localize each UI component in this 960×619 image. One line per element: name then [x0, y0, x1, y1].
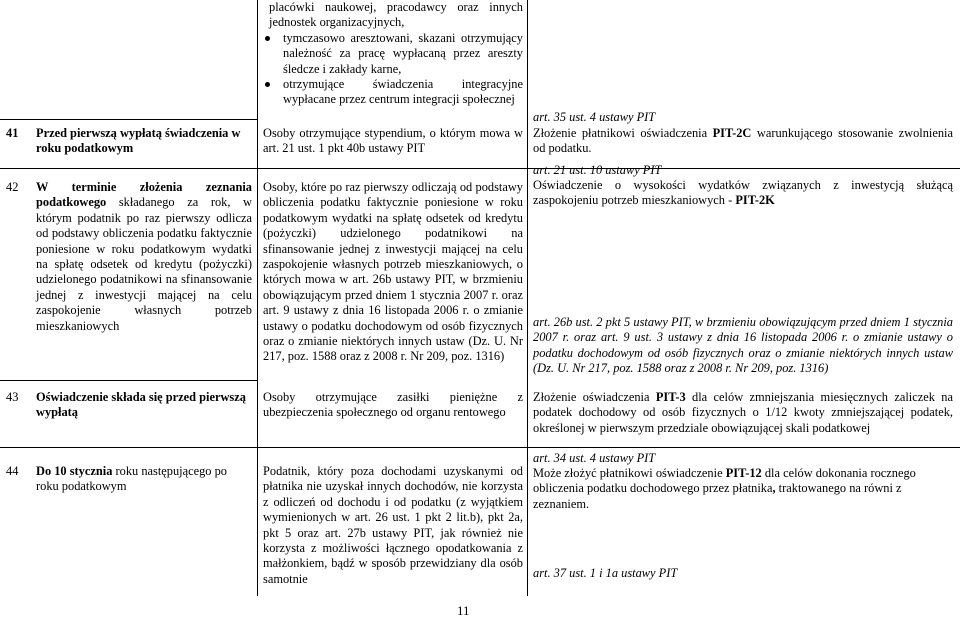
term-bold: W terminie złożenia zeznania podatkowego: [36, 180, 252, 210]
action-text: traktowanego na równi z zeznaniem.: [533, 481, 902, 511]
row-action: [533, 178, 953, 209]
row-number: 42: [6, 180, 19, 194]
form-code: PIT-2C: [712, 126, 752, 140]
bullet-icon: [265, 82, 270, 87]
col-divider-1: [257, 0, 258, 596]
row-who: Osoby, które po raz pierwszy odliczają od podstawy obliczenia podatku faktycznie poniesione w roku podatkowym wydatki na spłatę odsetek od kredytu (pożyczki) udzielonego podatnikowi na sfinansowanie jednej z inwestycji mającej na celu zaspokojenie własnych potrzeb mieszkaniowych, o których mowa w art. 26b ustawy PIT, w brzmieniu obowiązującym przed dniem 1 stycznia 2007 r. oraz art. 9 ustawy z dnia 16 listopada 2006 r. o zmianie ustawy o podatku dochodowym od osób fizycznych oraz o zmianie niektórych innych ustaw (Dz. U. Nr 217, poz. 1588 oraz z 2008 r. Nr 209, poz. 1316): [263, 180, 523, 364]
row-term: Przed pierwszą wypłatą świadczenia w roku podatkowym: [36, 126, 241, 156]
term-bold: Do 10 stycznia: [36, 464, 113, 478]
row-who: Podatnik, który poza dochodami uzyskanymi od płatnika nie uzyskał innych dochodów, nie korzysta z odliczeń od dochodu i od podatku (z wyjątkiem wymienionych w art. 26 ust. 1 pkt 2 lit.b), pkt 2a, pkt 5 oraz art. 27b ustawy PIT, jak również nie korzysta z możliwości łącznego opodatkowania z małżonkiem, bądź w sposób przewidziany dla osób samotnie: [263, 464, 523, 586]
row-term: Oświadczenie składa się przed pierwszą wypłatą: [36, 390, 246, 420]
row-divider-44-top: [0, 447, 960, 448]
bullet-text: tymczasowo aresztowani, skazani otrzymujący należność za pracę wypłacaną przez areszty śledcze i zakłady karne,: [283, 30, 523, 76]
action-text: dla celów zmniejszania miesięcznych zaliczek na podatek dochodowy od osób fizycznych o 1/12 kwoty zmniejszającej podatek, określonej w pierwszym przedziale obowiązującej skali podatkowej: [533, 390, 953, 435]
term-text: składanego za rok, w którym podatnik po raz pierwszy odlicza od podstawy obliczenia podatku faktycznie poniesione w roku podatkowym wydatki na spłatę odsetek od kredytu (pożyczki) udzielonego podatnikowi na sfinansowanie jednej z inwestycji mającej na celu zaspokojenie własnych potrzeb mieszkaniowych: [36, 195, 252, 333]
term-text: roku następującego po roku podatkowym: [36, 464, 227, 494]
bullet-item: [263, 0, 523, 31]
row-number: 43: [6, 390, 19, 404]
continuation-bullets: [263, 0, 523, 108]
row-term: [36, 180, 252, 334]
row-divider-41-top: [0, 119, 257, 120]
action-text: Złożenie oświadczenia: [533, 390, 656, 404]
row-action: [533, 466, 953, 512]
bullet-item: [263, 77, 523, 108]
row-who: Osoby otrzymujące zasiłki pieniężne z ubezpieczenia społecznego od organu rentowego: [263, 390, 523, 420]
bullet-icon: [265, 36, 270, 41]
row-action: [533, 126, 953, 157]
form-code: PIT-2K: [735, 193, 775, 208]
row-action: [533, 390, 953, 436]
action-punct: ,: [772, 481, 776, 496]
row-who: Osoby otrzymujące stypendium, o którym mowa w art. 21 ust. 1 pkt 40b ustawy PIT: [263, 126, 523, 156]
action-text: warunkującego stosowanie zwolnienia od podatku.: [533, 126, 954, 156]
bullet-text: placówki naukowej, pracodawcy oraz innych jednostek organizacyjnych,: [269, 0, 523, 30]
col-divider-2: [527, 0, 528, 596]
action-text: Złożenie płatnikowi oświadczenia: [533, 126, 713, 140]
bullet-text: otrzymujące świadczenia integracyjne wypłacane przez centrum integracji społecznej: [283, 77, 523, 107]
page-number: 11: [457, 603, 470, 618]
row-number: 44: [6, 464, 19, 478]
legal-basis: art. 21 ust. 10 ustawy PIT: [533, 163, 662, 177]
form-code: PIT-12: [725, 466, 762, 480]
form-code: PIT-3: [655, 390, 686, 404]
row-number: 41: [6, 126, 19, 140]
action-text: dla celów dokonania rocznego obliczenia podatku dochodowego przez płatnika: [533, 466, 916, 496]
legal-basis: art. 34 ust. 4 ustawy PIT: [533, 451, 656, 465]
action-text: Może złożyć płatnikowi oświadczenie: [533, 466, 726, 480]
legal-basis: art. 26b ust. 2 pkt 5 ustawy PIT, w brzmieniu obowiązującym przed dniem 1 stycznia 2007 r. oraz art. 9 ust. 3 ustawy z dnia 16 listopada 2006 r. o zmianie ustawy o podatku dochodowym od osób fizycznych oraz o zmianie niektórych innych ustaw (Dz. U. Nr 217, poz. 1588 oraz z 2008 r. Nr 209, poz. 1316): [533, 315, 953, 376]
row-term: [36, 464, 252, 495]
row-divider-43-top: [0, 380, 257, 381]
legal-basis: art. 37 ust. 1 i 1a ustawy PIT: [533, 566, 678, 580]
action-text: Oświadczenie o wysokości wydatków związanych z inwestycją służącą zaspokojeniu potrzeb mieszkaniowych -: [533, 178, 953, 208]
legal-basis: art. 35 ust. 4 ustawy PIT: [533, 110, 656, 124]
bullet-item: [263, 31, 523, 77]
